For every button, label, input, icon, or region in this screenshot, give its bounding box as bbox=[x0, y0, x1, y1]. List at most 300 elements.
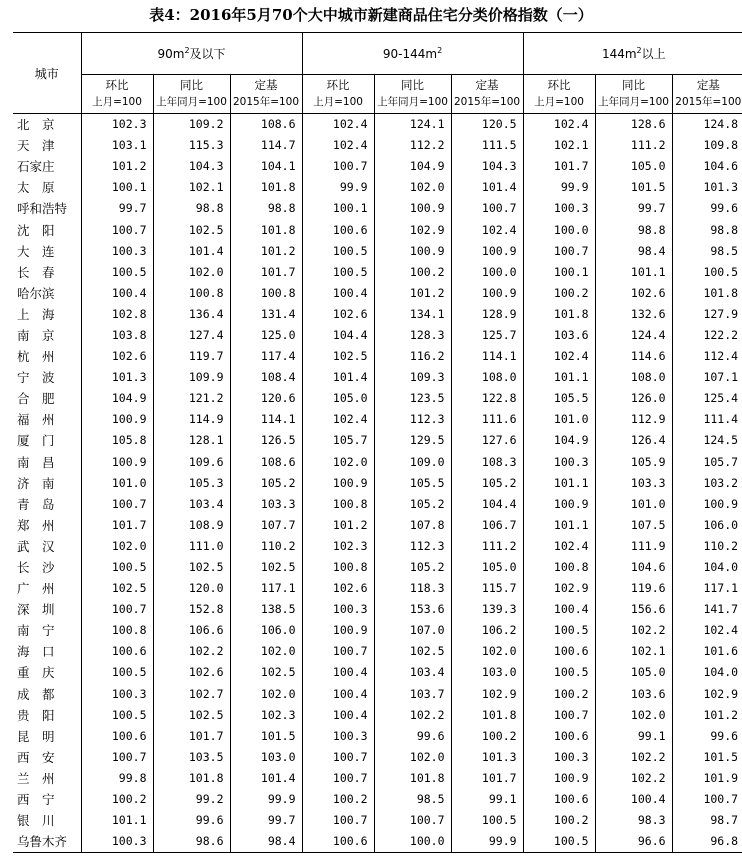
city-name: 西 安 bbox=[17, 749, 55, 765]
sub-header-base: 上月=100 bbox=[534, 96, 584, 108]
city-name: 昆 明 bbox=[17, 728, 55, 744]
table-row bbox=[13, 789, 742, 810]
index-value: 124.5 bbox=[672, 430, 742, 451]
index-value: 102.0 bbox=[451, 641, 523, 662]
index-value: 107.8 bbox=[374, 515, 451, 536]
index-value: 120.6 bbox=[230, 388, 302, 409]
index-value: 104.3 bbox=[451, 156, 523, 177]
group-header-medium: $90-144m^2$ bbox=[302, 33, 523, 75]
index-value: 101.7 bbox=[523, 156, 595, 177]
index-value: 100.7 bbox=[81, 747, 153, 768]
city-name: 广 州 bbox=[17, 581, 55, 597]
index-value: 105.2 bbox=[451, 473, 523, 494]
city-name: 武 汉 bbox=[17, 538, 55, 554]
index-value: 102.0 bbox=[230, 684, 302, 705]
index-value: 100.7 bbox=[302, 768, 374, 789]
index-value: 100.1 bbox=[523, 262, 595, 283]
group-header-small: $90m^2$及以下 bbox=[81, 33, 302, 75]
city-name: 郑 州 bbox=[17, 517, 55, 533]
index-value: 127.9 bbox=[672, 304, 742, 325]
index-value: 106.0 bbox=[230, 620, 302, 641]
index-value: 98.3 bbox=[595, 810, 672, 831]
city-name: 贵 阳 bbox=[17, 707, 55, 723]
index-value: 102.2 bbox=[374, 705, 451, 726]
index-value: 141.7 bbox=[672, 599, 742, 620]
index-value: 100.6 bbox=[523, 726, 595, 747]
index-value: 106.2 bbox=[451, 620, 523, 641]
index-value: 134.1 bbox=[374, 304, 451, 325]
index-value: 102.9 bbox=[451, 684, 523, 705]
index-value: 100.9 bbox=[302, 473, 374, 494]
index-value: 104.4 bbox=[451, 494, 523, 515]
index-value: 124.1 bbox=[374, 114, 451, 136]
index-value: 99.7 bbox=[230, 810, 302, 831]
index-value: 105.3 bbox=[153, 473, 230, 494]
index-value: 100.9 bbox=[672, 494, 742, 515]
index-value: 111.4 bbox=[672, 409, 742, 430]
index-value: 109.6 bbox=[153, 452, 230, 473]
index-value: 136.4 bbox=[153, 304, 230, 325]
index-value: 127.4 bbox=[153, 325, 230, 346]
index-value: 125.7 bbox=[451, 325, 523, 346]
index-value: 114.9 bbox=[153, 409, 230, 430]
sub-header-name: 定基 bbox=[696, 78, 720, 92]
sub-header-cell bbox=[451, 75, 523, 114]
sub-header-base: 2015年=100 bbox=[454, 96, 521, 108]
index-value: 103.7 bbox=[374, 684, 451, 705]
index-value: 112.9 bbox=[595, 409, 672, 430]
index-value: 117.1 bbox=[672, 578, 742, 599]
index-value: 111.2 bbox=[451, 536, 523, 557]
index-value: 103.1 bbox=[81, 135, 153, 156]
index-value: 100.7 bbox=[81, 494, 153, 515]
city-column-header: 城市 bbox=[13, 33, 81, 114]
index-value: 156.6 bbox=[595, 599, 672, 620]
sub-header-cell bbox=[302, 75, 374, 114]
table-row bbox=[13, 409, 742, 430]
index-value: 100.8 bbox=[523, 557, 595, 578]
index-value: 101.3 bbox=[81, 367, 153, 388]
index-value: 100.2 bbox=[523, 684, 595, 705]
city-name: 长 春 bbox=[17, 264, 55, 280]
index-value: 100.2 bbox=[81, 789, 153, 810]
index-value: 99.6 bbox=[672, 726, 742, 747]
index-value: 99.6 bbox=[153, 810, 230, 831]
index-value: 100.9 bbox=[523, 768, 595, 789]
index-value: 101.1 bbox=[523, 515, 595, 536]
index-value: 132.6 bbox=[595, 304, 672, 325]
index-value: 103.6 bbox=[595, 684, 672, 705]
index-value: 112.2 bbox=[374, 135, 451, 156]
index-value: 104.6 bbox=[595, 557, 672, 578]
index-value: 106.7 bbox=[451, 515, 523, 536]
index-value: 114.6 bbox=[595, 346, 672, 367]
index-value: 102.6 bbox=[302, 304, 374, 325]
index-value: 102.4 bbox=[302, 114, 374, 136]
index-value: 100.0 bbox=[451, 262, 523, 283]
index-value: 128.3 bbox=[374, 325, 451, 346]
index-value: 100.7 bbox=[302, 156, 374, 177]
index-value: 102.5 bbox=[230, 557, 302, 578]
index-value: 126.0 bbox=[595, 388, 672, 409]
index-value: 102.2 bbox=[595, 768, 672, 789]
table-row bbox=[13, 620, 742, 641]
index-value: 100.9 bbox=[451, 283, 523, 304]
sub-header-cell bbox=[595, 75, 672, 114]
index-value: 114.1 bbox=[451, 346, 523, 367]
index-value: 101.7 bbox=[451, 768, 523, 789]
index-value: 101.5 bbox=[230, 726, 302, 747]
index-value: 102.0 bbox=[153, 262, 230, 283]
index-value: 102.3 bbox=[230, 705, 302, 726]
index-value: 100.5 bbox=[523, 831, 595, 853]
index-value: 102.1 bbox=[595, 641, 672, 662]
index-value: 101.4 bbox=[153, 241, 230, 262]
index-value: 100.3 bbox=[302, 599, 374, 620]
index-value: 101.3 bbox=[451, 747, 523, 768]
table-row bbox=[13, 262, 742, 283]
index-value: 100.5 bbox=[672, 262, 742, 283]
index-value: 105.2 bbox=[374, 557, 451, 578]
index-value: 102.0 bbox=[595, 705, 672, 726]
index-value: 100.2 bbox=[374, 262, 451, 283]
index-value: 100.6 bbox=[81, 641, 153, 662]
index-value: 100.7 bbox=[302, 810, 374, 831]
index-value: 100.7 bbox=[523, 705, 595, 726]
index-value: 100.9 bbox=[523, 494, 595, 515]
index-value: 102.2 bbox=[595, 747, 672, 768]
sub-header-name: 环比 bbox=[547, 78, 571, 92]
index-value: 102.4 bbox=[523, 536, 595, 557]
index-value: 129.5 bbox=[374, 430, 451, 451]
city-name: 厦 门 bbox=[17, 433, 55, 449]
table-row bbox=[13, 662, 742, 683]
index-value: 96.6 bbox=[595, 831, 672, 853]
index-value: 100.3 bbox=[81, 684, 153, 705]
index-value: 98.4 bbox=[595, 241, 672, 262]
table-row bbox=[13, 156, 742, 177]
index-value: 119.7 bbox=[153, 346, 230, 367]
index-value: 115.7 bbox=[451, 578, 523, 599]
index-value: 103.0 bbox=[451, 662, 523, 683]
city-name: 海 口 bbox=[17, 644, 55, 660]
index-value: 152.8 bbox=[153, 599, 230, 620]
index-value: 111.2 bbox=[595, 135, 672, 156]
index-value: 99.7 bbox=[595, 198, 672, 219]
index-value: 108.4 bbox=[230, 367, 302, 388]
table-row bbox=[13, 452, 742, 473]
index-value: 153.6 bbox=[374, 599, 451, 620]
table-row bbox=[13, 726, 742, 747]
index-value: 107.5 bbox=[595, 515, 672, 536]
sub-header-base: 2015年=100 bbox=[232, 96, 300, 108]
index-value: 98.8 bbox=[153, 198, 230, 219]
index-value: 99.7 bbox=[81, 198, 153, 219]
index-value: 99.1 bbox=[451, 789, 523, 810]
city-name: 太 原 bbox=[17, 180, 55, 196]
index-value: 131.4 bbox=[230, 304, 302, 325]
city-name: 福 州 bbox=[17, 412, 55, 428]
city-name: 宁 波 bbox=[17, 370, 55, 386]
index-value: 100.1 bbox=[302, 198, 374, 219]
index-value: 117.4 bbox=[230, 346, 302, 367]
index-value: 101.0 bbox=[523, 409, 595, 430]
sub-header-name: 定基 bbox=[475, 78, 499, 92]
index-value: 105.5 bbox=[374, 473, 451, 494]
index-value: 100.9 bbox=[374, 241, 451, 262]
index-value: 106.6 bbox=[153, 620, 230, 641]
index-value: 99.9 bbox=[451, 831, 523, 853]
index-value: 100.4 bbox=[523, 599, 595, 620]
sub-header-cell bbox=[523, 75, 595, 114]
city-name: 大 连 bbox=[17, 243, 55, 259]
index-value: 101.2 bbox=[302, 515, 374, 536]
index-value: 102.1 bbox=[153, 177, 230, 198]
city-name: 石家庄 bbox=[17, 159, 55, 175]
index-value: 112.4 bbox=[672, 346, 742, 367]
index-value: 100.6 bbox=[523, 641, 595, 662]
index-value: 100.4 bbox=[302, 684, 374, 705]
index-value: 102.4 bbox=[451, 219, 523, 240]
index-value: 105.7 bbox=[302, 430, 374, 451]
index-value: 101.2 bbox=[81, 156, 153, 177]
index-value: 99.6 bbox=[374, 726, 451, 747]
index-value: 102.4 bbox=[302, 409, 374, 430]
table-row bbox=[13, 325, 742, 346]
city-name: 济 南 bbox=[17, 475, 55, 491]
index-value: 98.6 bbox=[153, 831, 230, 853]
table-row bbox=[13, 177, 742, 198]
index-value: 98.8 bbox=[230, 198, 302, 219]
table-row bbox=[13, 515, 742, 536]
index-value: 102.8 bbox=[81, 304, 153, 325]
index-value: 122.2 bbox=[672, 325, 742, 346]
city-name: 合 肥 bbox=[17, 391, 55, 407]
index-value: 124.4 bbox=[595, 325, 672, 346]
city-name: 乌鲁木齐 bbox=[13, 831, 81, 853]
index-value: 101.8 bbox=[230, 177, 302, 198]
index-value: 126.5 bbox=[230, 430, 302, 451]
index-value: 100.8 bbox=[302, 494, 374, 515]
city-name: 天 津 bbox=[17, 138, 55, 154]
index-value: 107.7 bbox=[230, 515, 302, 536]
index-value: 100.3 bbox=[523, 452, 595, 473]
index-value: 100.7 bbox=[451, 198, 523, 219]
sub-header-cell bbox=[230, 75, 302, 114]
index-value: 107.0 bbox=[374, 620, 451, 641]
index-value: 114.7 bbox=[230, 135, 302, 156]
table-row bbox=[13, 578, 742, 599]
index-value: 104.6 bbox=[672, 156, 742, 177]
index-value: 106.0 bbox=[672, 515, 742, 536]
table-row bbox=[13, 684, 742, 705]
table-row bbox=[13, 831, 742, 853]
table-row bbox=[13, 304, 742, 325]
index-value: 101.0 bbox=[595, 494, 672, 515]
index-value: 104.9 bbox=[374, 156, 451, 177]
index-value: 100.7 bbox=[523, 241, 595, 262]
index-value: 101.8 bbox=[374, 768, 451, 789]
index-value: 102.0 bbox=[374, 747, 451, 768]
index-value: 103.3 bbox=[595, 473, 672, 494]
index-value: 128.1 bbox=[153, 430, 230, 451]
index-value: 124.8 bbox=[672, 114, 742, 136]
index-value: 100.5 bbox=[302, 241, 374, 262]
sub-header-name: 同比 bbox=[180, 78, 203, 92]
index-value: 100.5 bbox=[523, 662, 595, 683]
index-value: 100.6 bbox=[523, 789, 595, 810]
index-value: 128.6 bbox=[595, 114, 672, 136]
index-value: 100.7 bbox=[374, 810, 451, 831]
index-value: 125.4 bbox=[672, 388, 742, 409]
index-value: 101.5 bbox=[672, 747, 742, 768]
index-value: 100.2 bbox=[523, 810, 595, 831]
index-value: 121.2 bbox=[153, 388, 230, 409]
index-value: 102.4 bbox=[302, 135, 374, 156]
index-value: 102.4 bbox=[523, 114, 595, 136]
index-value: 99.6 bbox=[672, 198, 742, 219]
index-value: 99.9 bbox=[230, 789, 302, 810]
index-value: 101.3 bbox=[672, 177, 742, 198]
table-row bbox=[13, 135, 742, 156]
sub-header-name: 环比 bbox=[105, 78, 129, 92]
index-value: 100.8 bbox=[230, 283, 302, 304]
index-value: 100.3 bbox=[81, 241, 153, 262]
index-value: 102.5 bbox=[374, 641, 451, 662]
index-value: 101.4 bbox=[451, 177, 523, 198]
index-value: 102.6 bbox=[153, 662, 230, 683]
sub-header-base: 2015年=100 bbox=[675, 96, 742, 108]
index-value: 101.0 bbox=[81, 473, 153, 494]
index-value: 98.8 bbox=[672, 219, 742, 240]
city-name: 银 川 bbox=[17, 813, 55, 829]
index-value: 126.4 bbox=[595, 430, 672, 451]
index-value: 100.5 bbox=[81, 262, 153, 283]
index-value: 101.8 bbox=[230, 219, 302, 240]
index-value: 111.9 bbox=[595, 536, 672, 557]
index-value: 102.1 bbox=[523, 135, 595, 156]
index-value: 100.8 bbox=[153, 283, 230, 304]
index-value: 100.3 bbox=[302, 726, 374, 747]
index-value: 108.0 bbox=[451, 367, 523, 388]
sub-header-cell bbox=[153, 75, 230, 114]
index-value: 110.2 bbox=[672, 536, 742, 557]
table-row bbox=[13, 747, 742, 768]
index-value: 103.8 bbox=[81, 325, 153, 346]
index-value: 102.5 bbox=[153, 219, 230, 240]
index-value: 100.4 bbox=[302, 283, 374, 304]
index-value: 102.6 bbox=[81, 346, 153, 367]
city-name: 青 岛 bbox=[17, 496, 55, 512]
index-value: 103.3 bbox=[230, 494, 302, 515]
city-name: 重 庆 bbox=[17, 665, 55, 681]
index-value: 99.8 bbox=[81, 768, 153, 789]
index-value: 102.0 bbox=[302, 452, 374, 473]
index-value: 139.3 bbox=[451, 599, 523, 620]
sub-header-base: 上年同月=100 bbox=[156, 96, 227, 108]
city-name: 沈 阳 bbox=[17, 222, 55, 238]
index-value: 105.8 bbox=[81, 430, 153, 451]
index-value: 100.3 bbox=[523, 747, 595, 768]
index-value: 119.6 bbox=[595, 578, 672, 599]
index-value: 104.9 bbox=[81, 388, 153, 409]
index-value: 114.1 bbox=[230, 409, 302, 430]
table-row bbox=[13, 114, 742, 136]
index-value: 118.3 bbox=[374, 578, 451, 599]
index-value: 100.7 bbox=[672, 789, 742, 810]
index-value: 100.9 bbox=[302, 620, 374, 641]
index-value: 96.8 bbox=[672, 831, 742, 853]
index-value: 128.9 bbox=[451, 304, 523, 325]
index-value: 110.2 bbox=[230, 536, 302, 557]
index-value: 100.2 bbox=[302, 789, 374, 810]
city-name: 南 京 bbox=[17, 327, 55, 343]
index-value: 103.5 bbox=[153, 747, 230, 768]
table-row bbox=[13, 219, 742, 240]
index-value: 101.7 bbox=[81, 515, 153, 536]
index-value: 105.0 bbox=[302, 388, 374, 409]
table-row bbox=[13, 346, 742, 367]
table-row bbox=[13, 198, 742, 219]
index-value: 102.2 bbox=[153, 641, 230, 662]
index-value: 103.2 bbox=[672, 473, 742, 494]
index-value: 99.9 bbox=[302, 177, 374, 198]
index-value: 125.0 bbox=[230, 325, 302, 346]
index-value: 100.7 bbox=[81, 219, 153, 240]
index-value: 100.0 bbox=[374, 831, 451, 853]
index-value: 101.4 bbox=[302, 367, 374, 388]
sub-header-cell bbox=[81, 75, 153, 114]
index-value: 102.3 bbox=[81, 114, 153, 136]
city-name: 南 昌 bbox=[17, 454, 55, 470]
index-value: 103.6 bbox=[523, 325, 595, 346]
city-name: 北 京 bbox=[17, 117, 55, 133]
index-value: 103.0 bbox=[230, 747, 302, 768]
index-value: 101.2 bbox=[374, 283, 451, 304]
index-value: 100.2 bbox=[451, 726, 523, 747]
price-index-table bbox=[13, 32, 742, 853]
index-value: 102.5 bbox=[81, 578, 153, 599]
index-value: 100.5 bbox=[451, 810, 523, 831]
index-value: 100.9 bbox=[81, 409, 153, 430]
index-value: 101.6 bbox=[672, 641, 742, 662]
index-value: 101.2 bbox=[672, 705, 742, 726]
index-value: 109.3 bbox=[374, 367, 451, 388]
index-value: 115.3 bbox=[153, 135, 230, 156]
index-value: 104.0 bbox=[672, 557, 742, 578]
index-value: 103.4 bbox=[374, 662, 451, 683]
table-title: 表4：2016年5月70个大中城市新建商品住宅分类价格指数（一） bbox=[149, 6, 593, 24]
index-value: 112.3 bbox=[374, 409, 451, 430]
index-value: 100.6 bbox=[302, 219, 374, 240]
index-value: 100.9 bbox=[81, 452, 153, 473]
index-value: 98.4 bbox=[230, 831, 302, 853]
index-value: 100.5 bbox=[302, 262, 374, 283]
index-value: 104.3 bbox=[153, 156, 230, 177]
index-value: 108.6 bbox=[230, 114, 302, 136]
index-value: 102.6 bbox=[302, 578, 374, 599]
index-value: 104.9 bbox=[523, 430, 595, 451]
index-value: 101.8 bbox=[153, 768, 230, 789]
sub-header-base: 上月=100 bbox=[92, 96, 142, 108]
index-value: 102.4 bbox=[523, 346, 595, 367]
index-value: 105.0 bbox=[595, 156, 672, 177]
sub-header-base: 上年同月=100 bbox=[377, 96, 448, 108]
index-value: 101.4 bbox=[230, 768, 302, 789]
index-value: 100.1 bbox=[81, 177, 153, 198]
index-value: 127.6 bbox=[451, 430, 523, 451]
index-value: 100.5 bbox=[523, 620, 595, 641]
